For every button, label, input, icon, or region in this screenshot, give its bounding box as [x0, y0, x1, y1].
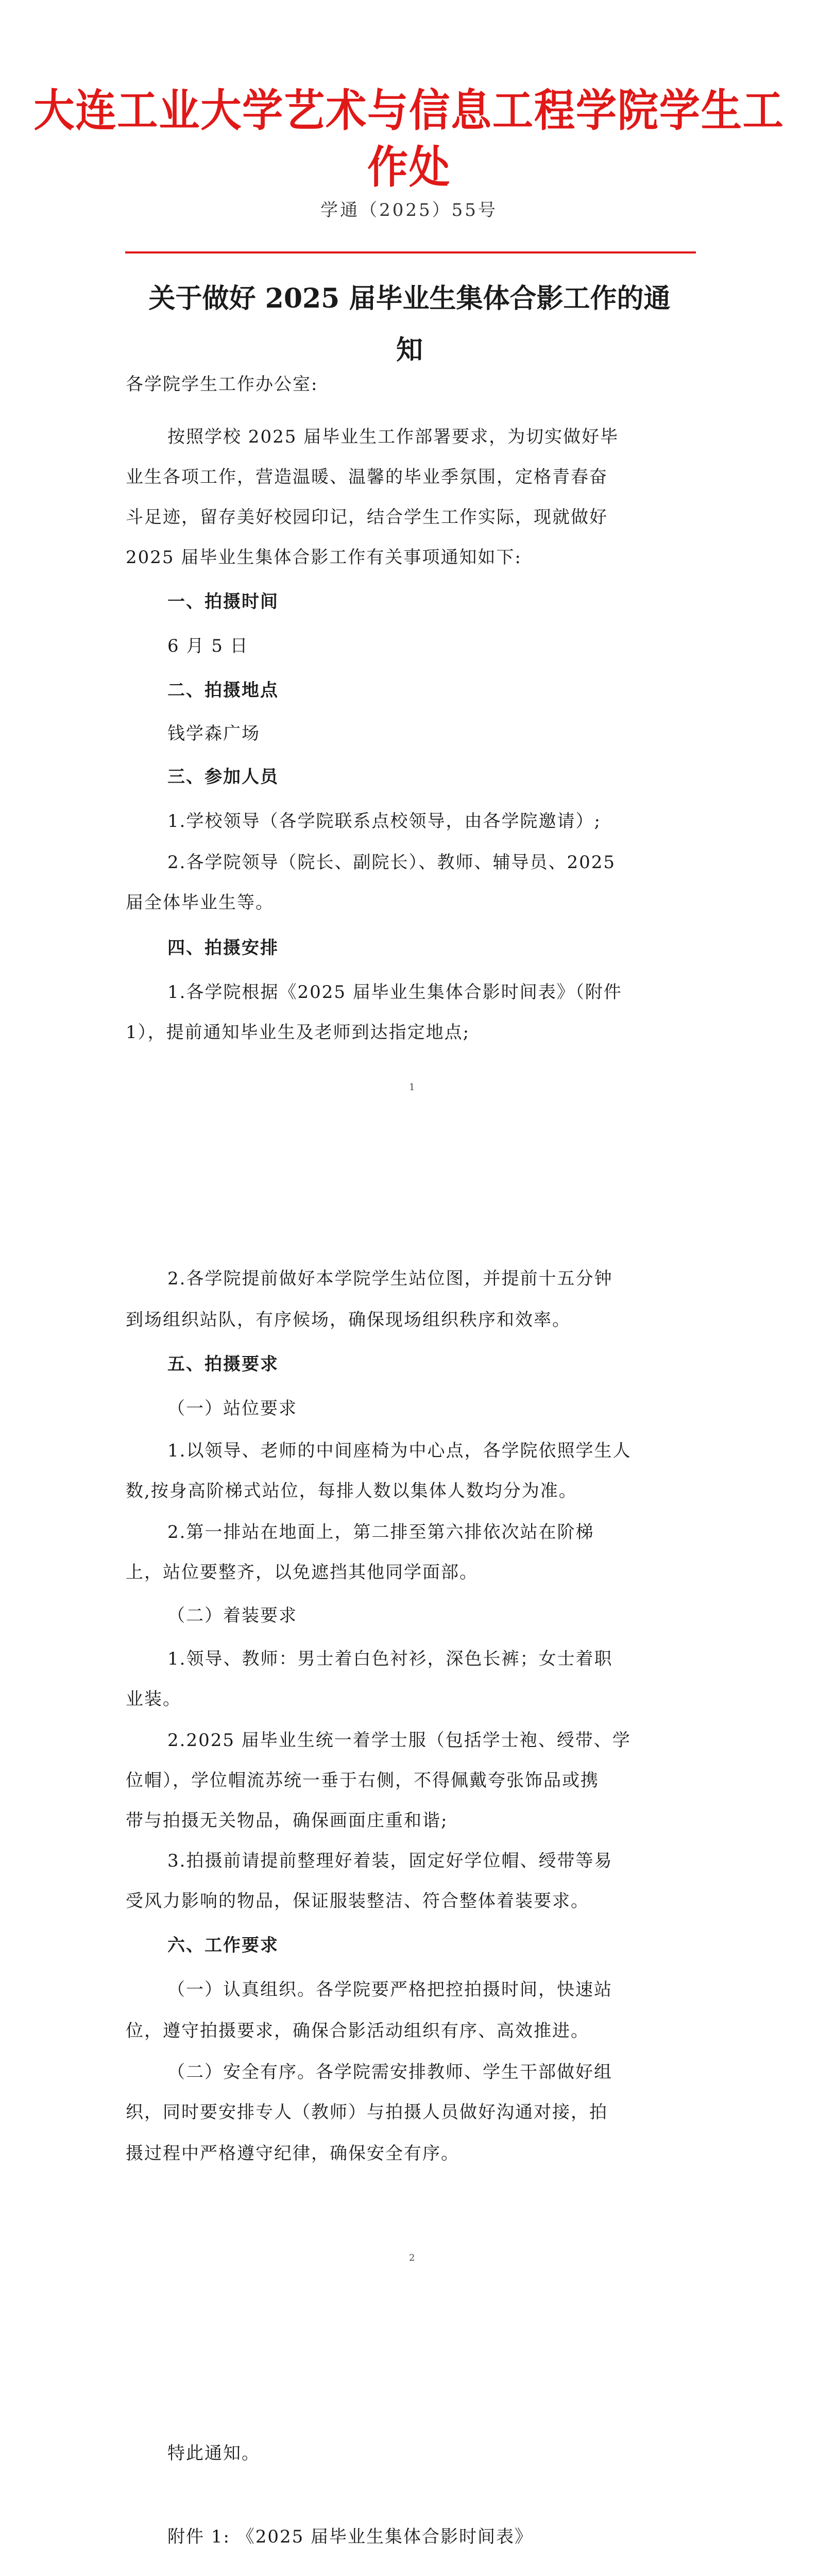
- work-item-cont: 织，同时要安排专人（教师）与拍摄人员做好沟通对接，拍: [126, 2102, 608, 2123]
- attachment-line: 附件 1: 《2025 届毕业生集体合影时间表》: [167, 2527, 534, 2547]
- intro-line: 业生各项工作，营造温暖、温馨的毕业季氛围，定格青春奋: [126, 467, 608, 487]
- closing-text: 特此通知。: [167, 2443, 260, 2464]
- subsection-heading-attire: （二）着装要求: [167, 1605, 297, 1626]
- attire-item-cont: 位帽），学位帽流苏统一垂于右侧，不得佩戴夸张饰品或携: [126, 1770, 599, 1791]
- page-number: 1: [409, 1082, 415, 1093]
- section-heading-requirements: 五、拍摄要求: [167, 1354, 279, 1375]
- section-heading-work: 六、工作要求: [167, 1935, 279, 1956]
- intro-line: 斗足迹，留存美好校园印记，结合学生工作实际，现就做好: [126, 507, 608, 528]
- participant-item: 2.各学院领导（院长、副院长）、教师、辅导员、2025: [167, 852, 616, 873]
- work-item-cont: 摄过程中严格遵守纪律，确保安全有序。: [126, 2143, 459, 2164]
- position-item: 2.第一排站在地面上，第二排至第六排依次站在阶梯: [167, 1522, 594, 1543]
- document-number: 学通（2025）55号: [320, 200, 498, 221]
- attire-item-cont: 业装。: [126, 1689, 181, 1709]
- arrangement-item-cont: 1），提前通知毕业生及老师到达指定地点;: [126, 1022, 470, 1043]
- arrangement-item-cont: 到场组织站队，有序候场，确保现场组织秩序和效率。: [126, 1310, 571, 1330]
- page-number: 2: [409, 2252, 415, 2263]
- document-title-line2: 知: [396, 334, 423, 366]
- attire-item: 1.领导、教师：男士着白色衬衫，深色长裤；女士着职: [167, 1649, 613, 1669]
- position-item-cont: 上，站位要整齐，以免遮挡其他同学面部。: [126, 1562, 478, 1583]
- intro-line: 2025 届毕业生集体合影工作有关事项通知如下:: [126, 547, 522, 568]
- header-red-rule: [125, 251, 696, 253]
- work-item: （一）认真组织。各学院要严格把控拍摄时间，快速站: [167, 1979, 612, 2000]
- intro-line: 按照学校 2025 届毕业生工作部署要求，为切实做好毕: [167, 427, 619, 447]
- section-heading-time: 一、拍摄时间: [167, 591, 279, 612]
- attire-item: 2.2025 届毕业生统一着学士服（包括学士袍、绶带、学: [167, 1730, 631, 1751]
- section-heading-location: 二、拍摄地点: [167, 680, 279, 701]
- work-item: （二）安全有序。各学院需安排教师、学生干部做好组: [167, 2062, 612, 2082]
- attire-item: 3.拍摄前请提前整理好着装，固定好学位帽、绶带等易: [167, 1851, 613, 1871]
- work-item-cont: 位，遵守拍摄要求，确保合影活动组织有序、高效推进。: [126, 2021, 589, 2041]
- participant-item-cont: 届全体毕业生等。: [126, 892, 274, 913]
- participant-item: 1.学校领导（各学院联系点校领导，由各学院邀请）;: [167, 811, 601, 832]
- position-item: 1.以领导、老师的中间座椅为中心点，各学院依照学生人: [167, 1440, 632, 1461]
- section-text-time: 6 月 5 日: [167, 636, 249, 656]
- section-heading-arrangement: 四、拍摄安排: [167, 938, 279, 958]
- position-item-cont: 数,按身高阶梯式站位，每排人数以集体人数均分为准。: [126, 1481, 577, 1501]
- document-title-line1: 关于做好 2025 届毕业生集体合影工作的通: [148, 283, 671, 314]
- arrangement-item: 1.各学院根据《2025 届毕业生集体合影时间表》（附件: [167, 982, 622, 1003]
- section-text-location: 钱学森广场: [167, 723, 260, 744]
- section-heading-participants: 三、参加人员: [167, 767, 279, 787]
- addressee: 各学院学生工作办公室:: [126, 374, 318, 395]
- attire-item-cont: 受风力影响的物品，保证服装整洁、符合整体着装要求。: [126, 1891, 589, 1911]
- attire-item-cont: 带与拍摄无关物品，确保画面庄重和谐;: [126, 1810, 448, 1831]
- org-header-title: 大连工业大学艺术与信息工程学院学生工作处: [33, 84, 785, 193]
- subsection-heading-position: （一）站位要求: [167, 1398, 297, 1419]
- arrangement-item: 2.各学院提前做好本学院学生站位图，并提前十五分钟: [167, 1268, 613, 1289]
